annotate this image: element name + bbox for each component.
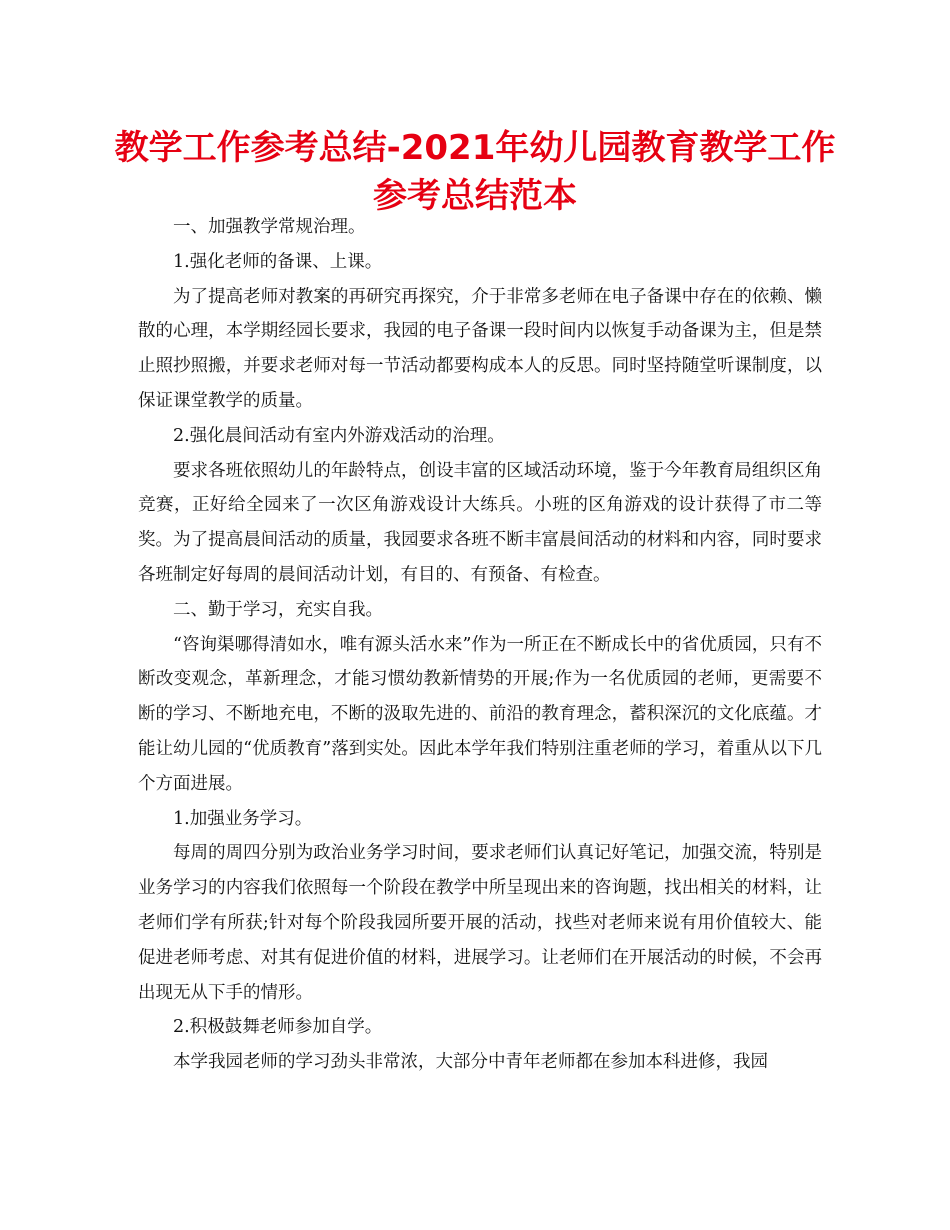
paragraph: 本学我园老师的学习劲头非常浓，大部分中青年老师都在参加本科进修，我园 <box>173 1052 768 1073</box>
subheading-1-1: 1.强化老师的备课、上课。 <box>173 251 383 272</box>
paragraph: 为了提高老师对教案的再研究再探究，介于非常多老师在电子备课中存在的依赖、懒散的心理，本学期经园长要求，我园的电子备课一段时间内以恢复手动备课为主，但是禁止照抄照搬，并要求老师对每一节活动都要构成本人的反思。同时坚持随堂听课制度，以保证课堂教学的质量。 <box>138 286 822 411</box>
document-title-line-2: 参考总结范本 <box>373 176 577 216</box>
paragraph: 每周的周四分别为政治业务学习时间，要求老师们认真记好笔记，加强交流，特别是业务学习的内容我们依照每一个阶段在教学中所呈现出来的咨询题，找出相关的材料，让老师们学有所获;针对每个阶段我园所要开展的活动，找些对老师来说有用价值较大、能促进老师考虑、对其有促进价值的材料，进展学习。让老师们在开展活动的时候，不会再出现无从下手的情形。 <box>138 843 822 1003</box>
paragraph: 要求各班依照幼儿的年龄特点，创设丰富的区域活动环境，鉴于今年教育局组织区角竞赛，正好给全园来了一次区角游戏设计大练兵。小班的区角游戏的设计获得了市二等奖。为了提高晨间活动的质量，我园要求各班不断丰富晨间活动的材料和内容，同时要求各班制定好每周的晨间活动计划，有目的、有预备、有检查。 <box>138 460 822 585</box>
section-heading-1: 一、加强教学常规治理。 <box>173 217 366 237</box>
document-title-line-1: 教学工作参考总结-2021年幼儿园教育教学工作 <box>114 128 836 168</box>
section-heading-2: 二、勤于学习，充实自我。 <box>173 599 383 620</box>
subheading-2-2: 2.积极鼓舞老师参加自学。 <box>173 1017 383 1038</box>
subheading-2-1: 1.加强业务学习。 <box>173 808 313 829</box>
subheading-1-2: 2.强化晨间活动有室内外游戏活动的治理。 <box>173 425 505 446</box>
document-body <box>138 210 822 1080</box>
paragraph: “咨询渠哪得清如水，唯有源头活水来”作为一所正在不断成长中的省优质园，只有不断改变观念，革新理念，才能习惯幼教新情势的开展;作为一名优质园的老师，更需要不断的学习、不断地充电，不断的汲取先进的、前沿的教育理念，蓄积深沉的文化底蕴。才能让幼儿园的“优质教育”落到实处。因此本学年我们特别注重老师的学习，着重从以下几个方面进展。 <box>138 634 822 794</box>
